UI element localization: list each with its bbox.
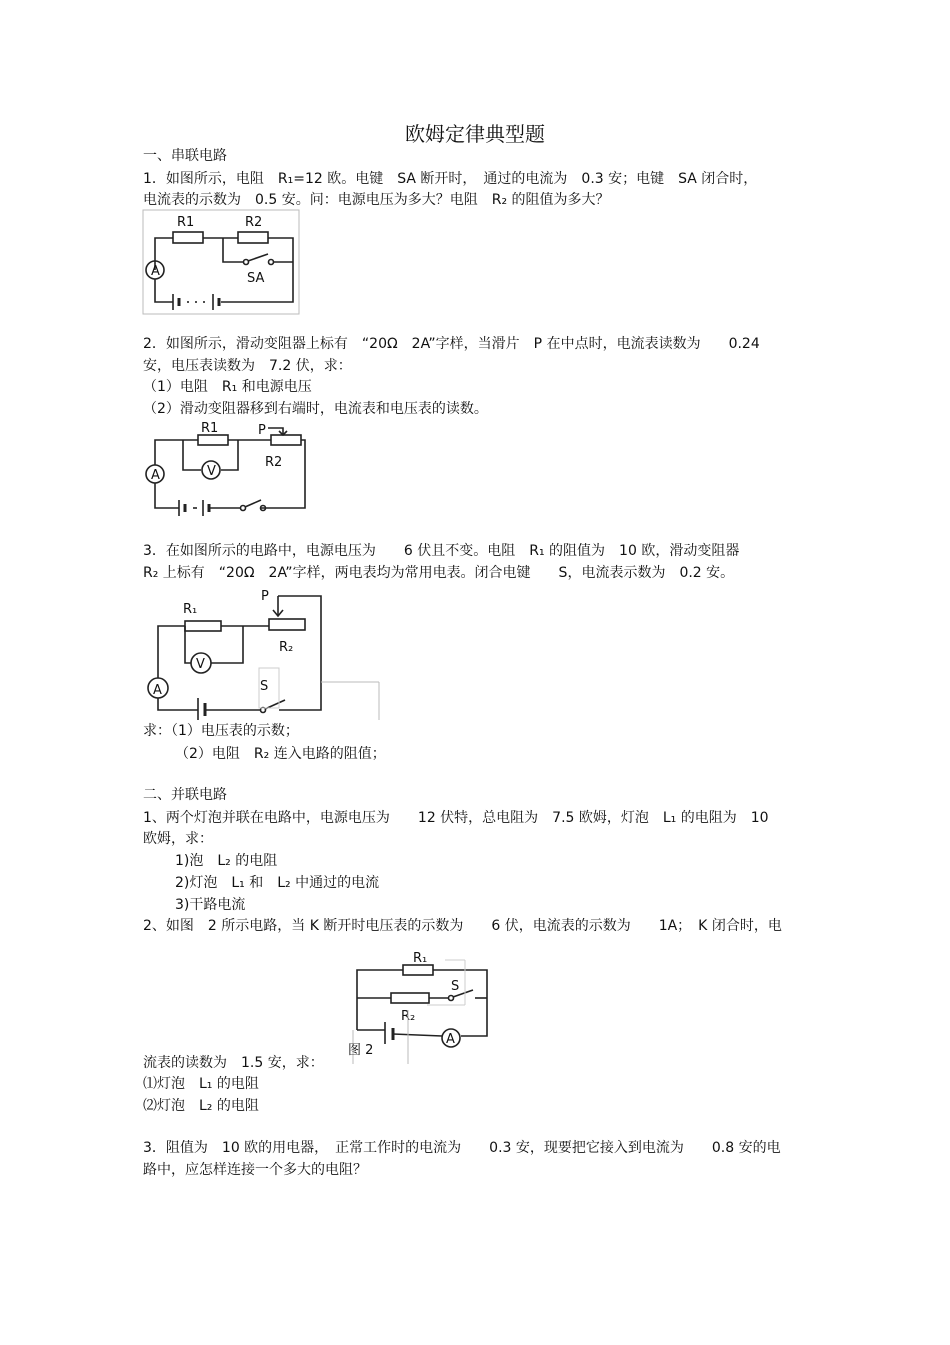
q2-line-3: （1）电阻 R₁ 和电源电压 [143,379,312,395]
section-heading-parallel: 二、并联电路 [143,787,227,803]
switch [245,500,261,507]
resistor-r1 [173,232,203,243]
label-s: S [260,679,269,694]
p1-line-5: 3)干路电流 [175,897,246,913]
label-r2: R2 [245,215,263,230]
label-ammeter: A [153,683,162,698]
q1-line-1: 1．如图所示，电阻 R₁=12 欧。电键 SA 断开时， 通过的电流为 0.3 安；电键 SA 闭合时， [143,171,758,187]
label-voltmeter: V [207,464,216,479]
label-r1: R₁ [183,602,198,617]
label-ammeter: A [151,264,160,279]
label-voltmeter: V [196,657,205,672]
label-r2: R₂ [279,640,294,655]
p3-line-2: 路中，应怎样连接一个多大的电阻？ [143,1162,367,1178]
q3-line-4: （2）电阻 R₂ 连入电路的阻值； [175,746,386,762]
q2-line-4: （2）滑动变阻器移到右端时，电流表和电压表的读数。 [143,401,488,417]
resistor-r2 [238,232,268,243]
q3-line-1: 3．在如图所示的电路中，电源电压为 6 伏且不变。电阻 R₁ 的阻值为 10 欧，滑动变阻器 [143,543,740,559]
p1-line-1: 1、两个灯泡并联在电路中，电源电压为 12 伏特，总电阻为 7.5 欧姆，灯泡 L₁ 的电阻为 10 [143,810,769,826]
page-title: 欧姆定律典型题 [405,122,545,146]
p2-circuit-diagram-fig2 [335,950,495,1066]
label-ammeter: A [446,1032,455,1047]
q2-circuit-diagram [143,420,313,520]
label-r1: R1 [177,215,195,230]
q2-line-1: 2．如图所示，滑动变阻器上标有 “20Ω 2A”字样，当滑片 P 在中点时，电流表读数为 0.24 [143,336,760,352]
p1-line-3: 1)泡 L₂ 的电阻 [175,853,278,869]
label-sa: SA [247,271,265,286]
resistor-r1 [185,621,221,631]
label-p: P [258,423,266,438]
label-r1: R₁ [413,951,428,966]
p3-line-1: 3．阻值为 10 欧的用电器， 正常工作时的电流为 0.3 安，现要把它接入到电流为 0.8 安的电 [143,1140,781,1156]
p2-line-4: ⑵灯泡 L₂ 的电阻 [143,1098,259,1114]
label-r2: R2 [265,455,283,470]
resistor-r1 [403,965,433,975]
q1-circuit-diagram [143,210,303,316]
q3-line-2: R₂ 上标有 “20Ω 2A”字样，两电表均为常用电表。闭合电键 S，电流表示数为 0.2 安。 [143,565,735,581]
figure-caption: 图 2 [348,1043,374,1058]
q3-line-3: 求：（1）电压表的示数； [143,723,299,739]
label-r2: R₂ [401,1009,416,1024]
resistor-r1 [198,435,228,445]
label-p: P [261,589,269,604]
p1-line-2: 欧姆，求： [143,831,213,847]
q3-circuit-diagram [143,586,383,722]
p2-line-1: 2、如图 2 所示电路，当 K 断开时电压表的示数为 6 伏，电流表的示数为 1A； K 闭合时，电 [143,918,782,934]
resistor-r2 [391,993,429,1003]
q1-line-2: 电流表的示数为 0.5 安。问：电源电压为多大？电阻 R₂ 的阻值为多大？ [143,192,610,208]
p1-line-4: 2)灯泡 L₁ 和 L₂ 中通过的电流 [175,875,380,891]
rheostat-r2 [271,435,301,445]
rheostat-r2 [269,619,305,630]
section-heading-series: 一、串联电路 [143,148,227,164]
p2-line-3: ⑴灯泡 L₁ 的电阻 [143,1076,259,1092]
label-r1: R1 [201,421,219,436]
p2-line-2: 流表的读数为 1.5 安，求： [143,1055,324,1071]
label-ammeter: A [151,468,160,483]
label-s: S [451,979,460,994]
switch-sa [248,254,268,261]
q2-line-2: 安，电压表读数为 7.2 伏，求： [143,358,352,374]
